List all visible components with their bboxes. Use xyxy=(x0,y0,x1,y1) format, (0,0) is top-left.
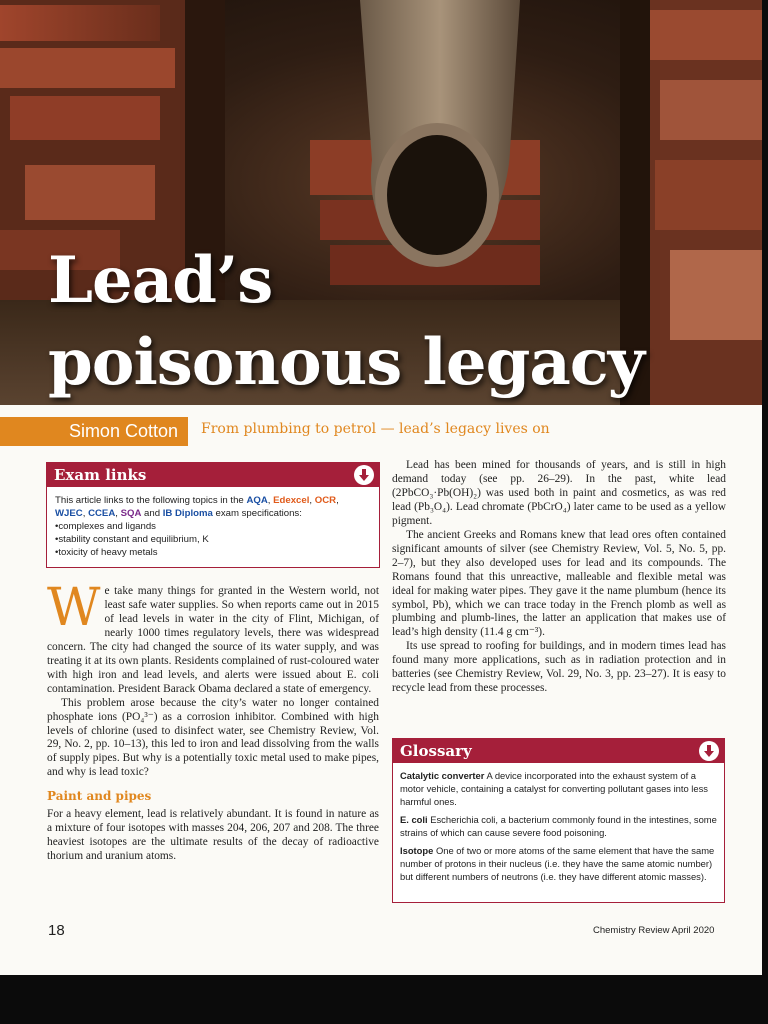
hero-photo-lead-pipe xyxy=(0,0,762,405)
download-arrow-icon[interactable] xyxy=(354,465,374,485)
article-subtitle: From plumbing to petrol — lead’s legacy lives on xyxy=(201,421,550,437)
glossary-term: E. coli xyxy=(400,814,428,825)
exam-topic-item: • stability constant and equilibrium, K xyxy=(55,533,371,546)
intro-sep: , xyxy=(267,495,274,506)
article-column-left xyxy=(47,578,379,864)
intro-sep: , xyxy=(309,495,315,506)
exam-links-body xyxy=(47,487,379,566)
glossary-header xyxy=(393,739,724,763)
glossary-heading: Glossary xyxy=(400,742,472,760)
glossary-definition: Escherichia coli, a bacterium commonly found in the intestines, some strains of which can cause severe food poisoning. xyxy=(400,814,717,838)
exam-links-heading: Exam links xyxy=(54,466,147,484)
intro-text: This article links to the following topics in the xyxy=(55,495,247,506)
paragraph: For a heavy element, lead is relatively abundant. It is found in nature as a mixture of four isotopes with masses 204, 206, 207 and 208. The three heaviest isotopes are the ultimate results of the decay of radioactive thorium and uranium atoms. xyxy=(47,808,379,863)
exam-topics-list xyxy=(55,520,371,559)
board-wjec: WJEC xyxy=(55,508,83,519)
glossary-entry xyxy=(400,769,717,808)
board-ocr: OCR xyxy=(314,495,337,506)
glossary-term: Isotope xyxy=(400,845,434,856)
author-banner xyxy=(0,417,188,446)
intro-sep: , xyxy=(82,508,89,519)
exam-topic-item: • complexes and ligands xyxy=(55,520,371,533)
intro-and: and xyxy=(141,508,163,519)
exam-links-box xyxy=(46,462,380,568)
exam-links-intro xyxy=(55,494,371,520)
paragraph: Lead has been mined for thousands of years, and is still in high demand today (see pp. 26–29). In the past, white lead (2PbCO₃·Pb(OH)₂) was used both in paint and cosmetics, as was red lead (Pb₃O₄). Lead chromate (PbCrO₄) later came to be used as a yellow pigment. xyxy=(392,459,726,527)
glossary-box xyxy=(392,738,725,903)
publication-footer: Chemistry Review April 2020 xyxy=(593,925,715,936)
board-ib: IB Diploma xyxy=(162,508,213,519)
article-title xyxy=(48,240,644,404)
drop-cap: W xyxy=(47,578,101,638)
title-line-2: poisonous legacy xyxy=(48,325,644,400)
page-number: 18 xyxy=(48,922,65,939)
glossary-entry xyxy=(400,844,717,883)
exam-topic-item: • toxicity of heavy metals xyxy=(55,546,371,559)
section-heading: Paint and pipes xyxy=(47,789,152,804)
glossary-definition: One of two or more atoms of the same element that have the same number of protons in their nucleus (i.e. they have the same atomic number) but different numbers of neutrons (i.e. they have different atomic masses). xyxy=(400,845,715,882)
download-arrow-icon[interactable] xyxy=(699,741,719,761)
glossary-body xyxy=(393,763,724,894)
board-sqa: SQA xyxy=(120,508,142,519)
board-ccea: CCEA xyxy=(88,508,116,519)
author-name: Simon Cotton xyxy=(68,421,178,441)
paragraph: Its use spread to roofing for buildings, and in modern times lead has found many more applications, such as in radiation protection and in batteries (see Chemistry Review, Vol. 29, No. 3, pp. 23–27). It is easy to recycle lead from these processes. xyxy=(392,640,726,695)
intro-sep: , xyxy=(336,495,339,506)
paragraph xyxy=(47,578,379,697)
paragraph: This problem arose because the city’s water no longer contained phosphate ions (PO₄³⁻) as a corrosion inhibitor. Combined with high levels of chlorine (used to disinfect water, see Chemistry Review, Vol. 29, No. 2, pp. 10–13), this led to iron and lead dissolving from the walls of supply pipes. But why is a potentially toxic metal used to make pipes, and why is lead toxic? xyxy=(47,696,379,779)
article-column-right xyxy=(392,459,726,696)
intro-post: exam specifications: xyxy=(212,508,302,519)
paragraph: The ancient Greeks and Romans knew that lead ores often contained significant amounts of silver (see Chemistry Review, Vol. 5, No. 5, pp. 2–7), but they also developed uses for lead and its compounds. The Romans found that this unreactive, malleable and flexible metal was ideal for making water pipes. They gave it the name plumbum (hence its symbol, Pb), which we can trace today in the French plomb as well as plumbing and plumb-lines, the latter an application that makes use of lead’s high density (11.4 g cm⁻³). xyxy=(392,528,726,639)
glossary-definition: A device incorporated into the exhaust system of a motor vehicle, containing a catalyst for converting pollutant gases into less harmful ones. xyxy=(400,770,708,807)
glossary-entry xyxy=(400,813,717,839)
board-edexcel: Edexcel xyxy=(273,495,310,506)
intro-sep: , xyxy=(115,508,121,519)
board-aqa: AQA xyxy=(246,495,268,506)
glossary-term: Catalytic converter xyxy=(400,770,485,781)
paragraph-text: e take many things for granted in the Western world, not least safe water supplies. So when reports came out in 2015 of lead levels in water in the city of Flint, Michigan, of nearly 1000 times regulatory levels, there was widespread concern. The city had changed the source of its water supply, and was treating it at its own plants. Residents complained of rust-coloured water with high iron and lead levels, and alerts were issued about E. coli contamination. President Barack Obama declared a state of emergency. xyxy=(47,585,379,695)
title-line-1: Lead’s xyxy=(48,243,273,318)
exam-links-header xyxy=(47,463,379,487)
